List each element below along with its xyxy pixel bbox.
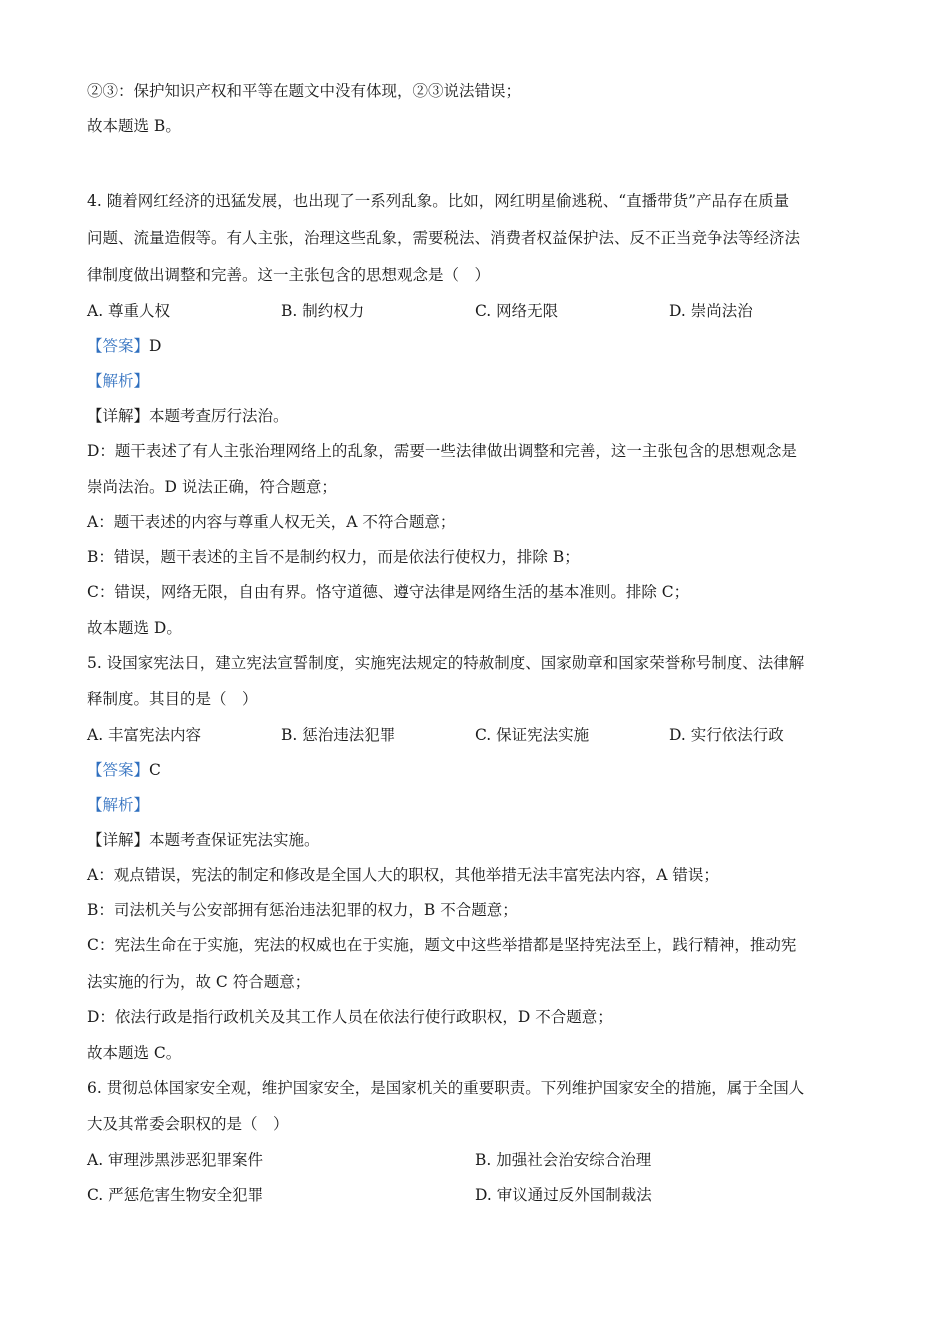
- q6-stem-line-2: 大及其常委会职权的是（ ）: [87, 1115, 289, 1133]
- q5-answer-value: C: [149, 761, 161, 779]
- q5-option-b: B. 惩治违法犯罪: [281, 726, 396, 744]
- q4-detail-line-5: B：错误，题干表述的主旨不是制约权力，而是依法行使权力，排除 B；: [87, 548, 580, 566]
- q4-stem-line-3: 律制度做出调整和完善。这一主张包含的思想观念是（ ）: [87, 266, 491, 284]
- q5-detail-line-1: 【详解】本题考查保证宪法实施。: [87, 831, 320, 849]
- q4-detail-line-1: 【详解】本题考查厉行法治。: [87, 407, 289, 425]
- q4-stem-line-2: 问题、流量造假等。有人主张，治理这些乱象，需要税法、消费者权益保护法、反不正当竞争法等经济法: [87, 229, 801, 247]
- q4-option-d: D. 崇尚法治: [669, 302, 753, 320]
- q5-stem-line-2: 释制度。其目的是（ ）: [87, 690, 258, 708]
- q5-answer-line: [87, 760, 161, 780]
- q4-answer-value: D: [149, 337, 162, 355]
- answer-tag: 【答案】: [87, 337, 150, 355]
- q6-option-d: D. 审议通过反外国制裁法: [475, 1186, 652, 1204]
- q6-stem-line-1: 6. 贯彻总体国家安全观，维护国家安全，是国家机关的重要职责。下列维护国家安全的措施，属于全国人: [87, 1079, 805, 1097]
- q4-answer-line: [87, 336, 161, 356]
- q4-option-c: C. 网络无限: [475, 302, 559, 320]
- q4-detail-line-4: A：题干表述的内容与尊重人权无关，A 不符合题意；: [87, 513, 456, 531]
- prev-explanation-line: ②③：保护知识产权和平等在题文中没有体现，②③说法错误；: [87, 82, 522, 100]
- q5-detail-line-6: D：依法行政是指行政机关及其工作人员在依法行使行政职权，D 不合题意；: [87, 1008, 613, 1026]
- q4-detail-line-2: D：题干表述了有人主张治理网络上的乱象，需要一些法律做出调整和完善，这一主张包含的思想观念是: [87, 442, 797, 460]
- q5-option-c: C. 保证宪法实施: [475, 726, 590, 744]
- q5-analysis-tag: 【解析】: [87, 796, 150, 814]
- q4-option-b: B. 制约权力: [281, 302, 365, 320]
- q4-analysis-tag: 【解析】: [87, 372, 150, 390]
- q5-option-a: A. 丰富宪法内容: [87, 726, 202, 744]
- q5-detail-line-4: C：宪法生命在于实施，宪法的权威也在于实施，题文中这些举措都是坚持宪法至上，践行精神，推动宪: [87, 936, 797, 954]
- q4-detail-line-7: 故本题选 D。: [87, 619, 182, 637]
- q4-stem-line-1: 4. 随着网红经济的迅猛发展，也出现了一系列乱象。比如，网红明星偷逃税、“直播带货”产品存在质量: [87, 192, 790, 210]
- q5-detail-line-7: 故本题选 C。: [87, 1044, 182, 1062]
- q5-detail-line-3: B：司法机关与公安部拥有惩治违法犯罪的权力，B 不合题意；: [87, 901, 518, 919]
- q5-detail-line-2: A：观点错误，宪法的制定和修改是全国人大的职权，其他举措无法丰富宪法内容，A 错误；: [87, 866, 719, 884]
- q5-detail-line-5: 法实施的行为，故 C 符合题意；: [87, 973, 311, 991]
- q4-option-a: A. 尊重人权: [87, 302, 171, 320]
- q6-option-a: A. 审理涉黑涉恶犯罪案件: [87, 1151, 264, 1169]
- prev-conclusion-line: 故本题选 B。: [87, 117, 181, 135]
- q4-detail-line-3: 崇尚法治。D 说法正确，符合题意；: [87, 478, 337, 496]
- answer-tag: 【答案】: [87, 761, 150, 779]
- q6-option-c: C. 严惩危害生物安全犯罪: [87, 1186, 264, 1204]
- q5-option-d: D. 实行依法行政: [669, 726, 784, 744]
- q6-option-b: B. 加强社会治安综合治理: [475, 1151, 652, 1169]
- q5-stem-line-1: 5. 设国家宪法日，建立宪法宣誓制度，实施宪法规定的特赦制度、国家勋章和国家荣誉称号制度、法律解: [87, 654, 805, 672]
- q4-detail-line-6: C：错误，网络无限，自由有界。恪守道德、遵守法律是网络生活的基本准则。排除 C；: [87, 583, 690, 601]
